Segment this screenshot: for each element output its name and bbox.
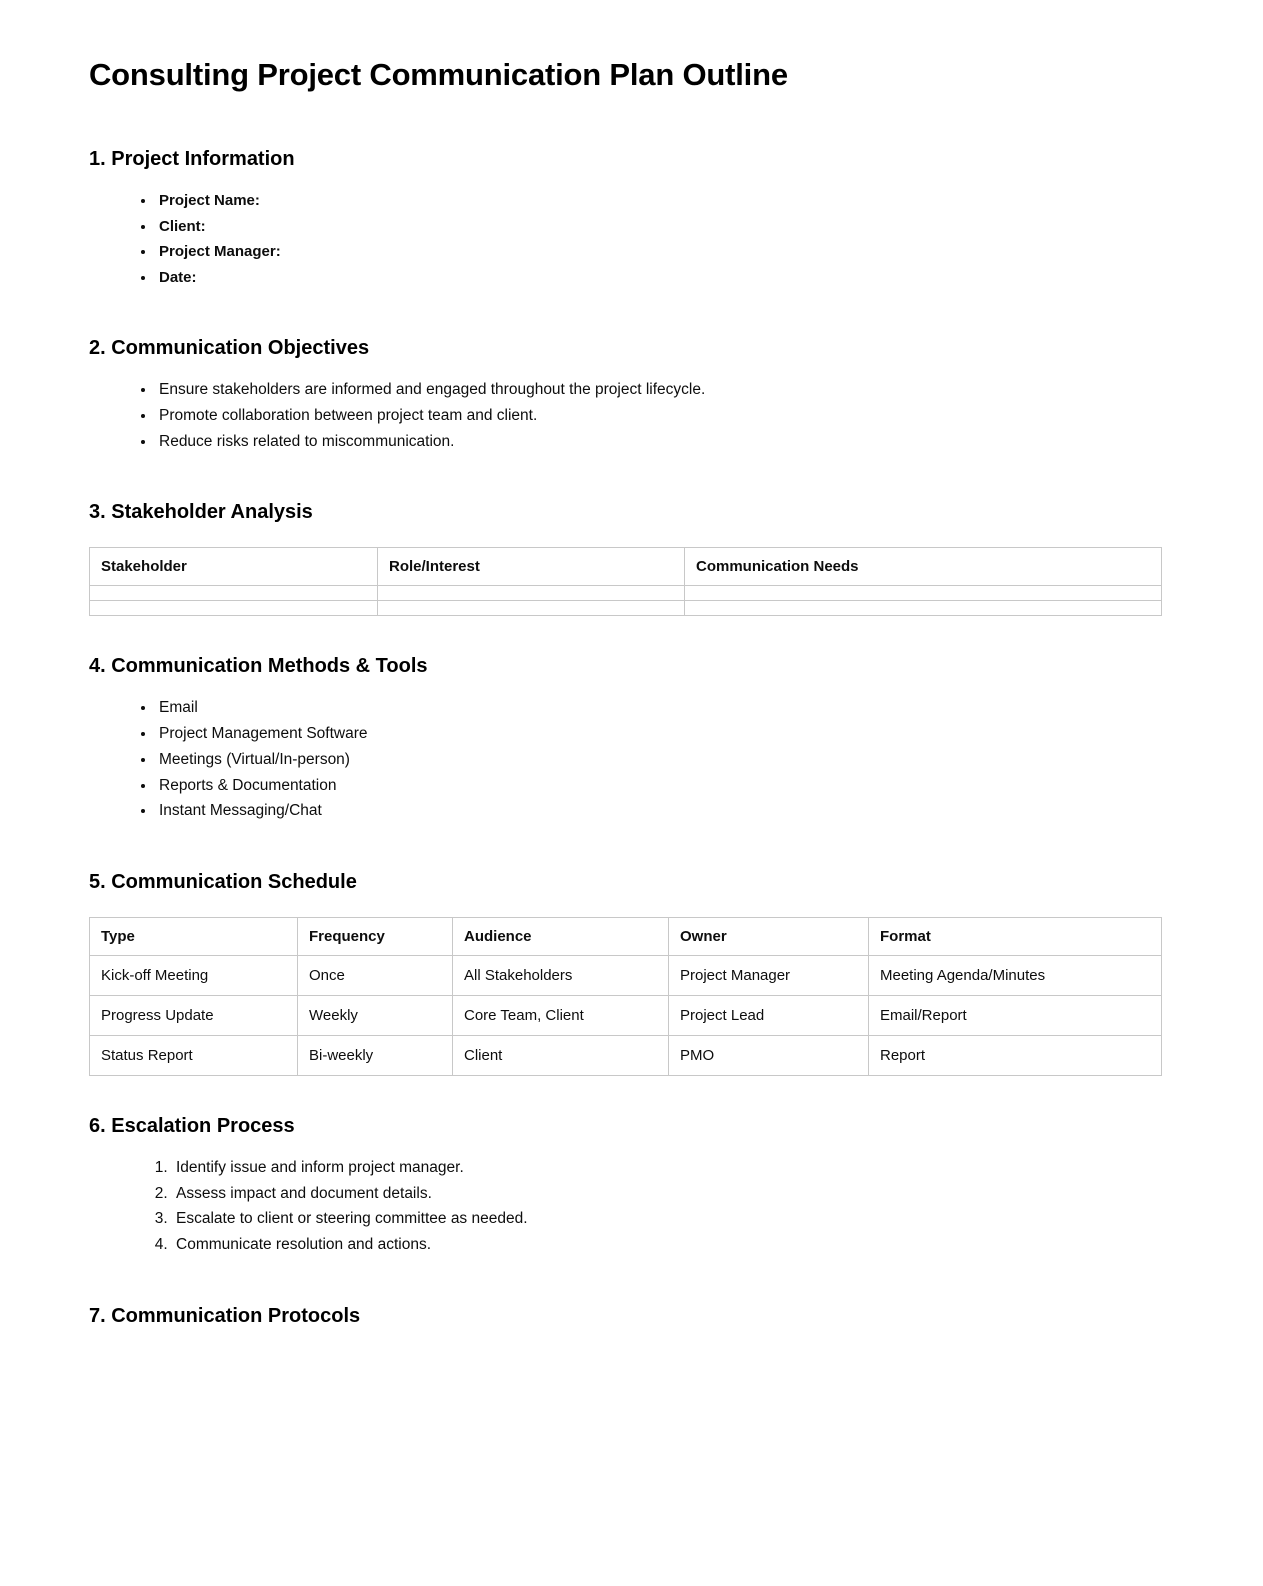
table-cell: Bi-weekly [298, 1035, 453, 1075]
table-cell: Email/Report [869, 995, 1162, 1035]
list-item: 1. Identify issue and inform project manager. [172, 1155, 1163, 1181]
section-heading-escalation-process: 6. Escalation Process [89, 1114, 295, 1137]
section-heading-project-information: 1. Project Information [89, 148, 295, 171]
table-cell: Meeting Agenda/Minutes [869, 955, 1162, 995]
table-cell: Project Lead [669, 995, 869, 1035]
communication-schedule-table [89, 917, 1162, 1076]
table-cell[interactable] [685, 601, 1162, 616]
table-column-header: Communication Needs [685, 548, 1162, 586]
list-item: • Client: [156, 214, 1163, 240]
spacer [89, 824, 1163, 870]
section-heading-stakeholder-analysis: 3. Stakeholder Analysis [89, 501, 313, 524]
section-heading-communication-objectives: 2. Communication Objectives [89, 337, 370, 360]
page-title: Consulting Project Communication Plan Outline [89, 57, 788, 92]
table-cell[interactable] [378, 586, 685, 601]
spacer [89, 454, 1163, 500]
table-cell: Core Team, Client [453, 995, 669, 1035]
section-communication-protocols [89, 1304, 1163, 1329]
list-item: • Date: [156, 265, 1163, 291]
table-header-row [90, 917, 1162, 955]
list-item: 3. Escalate to client or steering committee as needed. [172, 1206, 1163, 1232]
section-communication-objectives [89, 336, 1163, 454]
section-heading-communication-protocols: 7. Communication Protocols [89, 1304, 361, 1327]
table-cell: Report [869, 1035, 1162, 1075]
list-item: • Ensure stakeholders are informed and engaged throughout the project lifecycle. [156, 377, 1163, 403]
table-column-header: Type [90, 917, 298, 955]
table-row [90, 1035, 1162, 1075]
list-item: • Reports & Documentation [156, 773, 1163, 799]
table-cell: Project Manager [669, 955, 869, 995]
list-item: • Promote collaboration between project team and client. [156, 403, 1163, 429]
spacer [89, 1258, 1163, 1304]
stakeholder-analysis-table [89, 547, 1162, 616]
table-row [90, 995, 1162, 1035]
section-heading-communication-methods: 4. Communication Methods & Tools [89, 655, 428, 678]
section-communication-methods [89, 654, 1163, 824]
section-stakeholder-analysis [89, 500, 1163, 616]
list-item: • Instant Messaging/Chat [156, 798, 1163, 824]
section-project-information [89, 147, 1163, 290]
list-item: • Meetings (Virtual/In-person) [156, 747, 1163, 773]
list-item: 4. Communicate resolution and actions. [172, 1232, 1163, 1258]
section-escalation-process [89, 1114, 1163, 1258]
list-item: • Email [156, 695, 1163, 721]
spacer [89, 290, 1163, 336]
section-communication-schedule [89, 870, 1163, 1076]
list-item: • Project Name: [156, 188, 1163, 214]
table-cell: Once [298, 955, 453, 995]
project-information-list [89, 188, 1163, 290]
table-column-header: Format [869, 917, 1162, 955]
table-column-header: Role/Interest [378, 548, 685, 586]
list-item: • Reduce risks related to miscommunication. [156, 429, 1163, 455]
table-cell: Progress Update [90, 995, 298, 1035]
table-cell: Kick-off Meeting [90, 955, 298, 995]
table-column-header: Audience [453, 917, 669, 955]
table-header-row [90, 548, 1162, 586]
table-column-header: Frequency [298, 917, 453, 955]
spacer [89, 616, 1163, 654]
table-column-header: Stakeholder [90, 548, 378, 586]
table-cell: Client [453, 1035, 669, 1075]
table-column-header: Owner [669, 917, 869, 955]
table-row [90, 586, 1162, 601]
spacer [89, 1076, 1163, 1114]
escalation-process-list [89, 1155, 1163, 1258]
table-cell: PMO [669, 1035, 869, 1075]
table-cell[interactable] [685, 586, 1162, 601]
table-cell[interactable] [90, 601, 378, 616]
communication-methods-list [89, 695, 1163, 824]
table-cell[interactable] [378, 601, 685, 616]
section-heading-communication-schedule: 5. Communication Schedule [89, 870, 357, 893]
table-cell: All Stakeholders [453, 955, 669, 995]
table-cell[interactable] [90, 586, 378, 601]
table-row [90, 955, 1162, 995]
list-item: • Project Management Software [156, 721, 1163, 747]
communication-objectives-list [89, 377, 1163, 454]
list-item: • Project Manager: [156, 239, 1163, 265]
table-cell: Weekly [298, 995, 453, 1035]
list-item: 2. Assess impact and document details. [172, 1181, 1163, 1207]
table-cell: Status Report [90, 1035, 298, 1075]
table-row [90, 601, 1162, 616]
